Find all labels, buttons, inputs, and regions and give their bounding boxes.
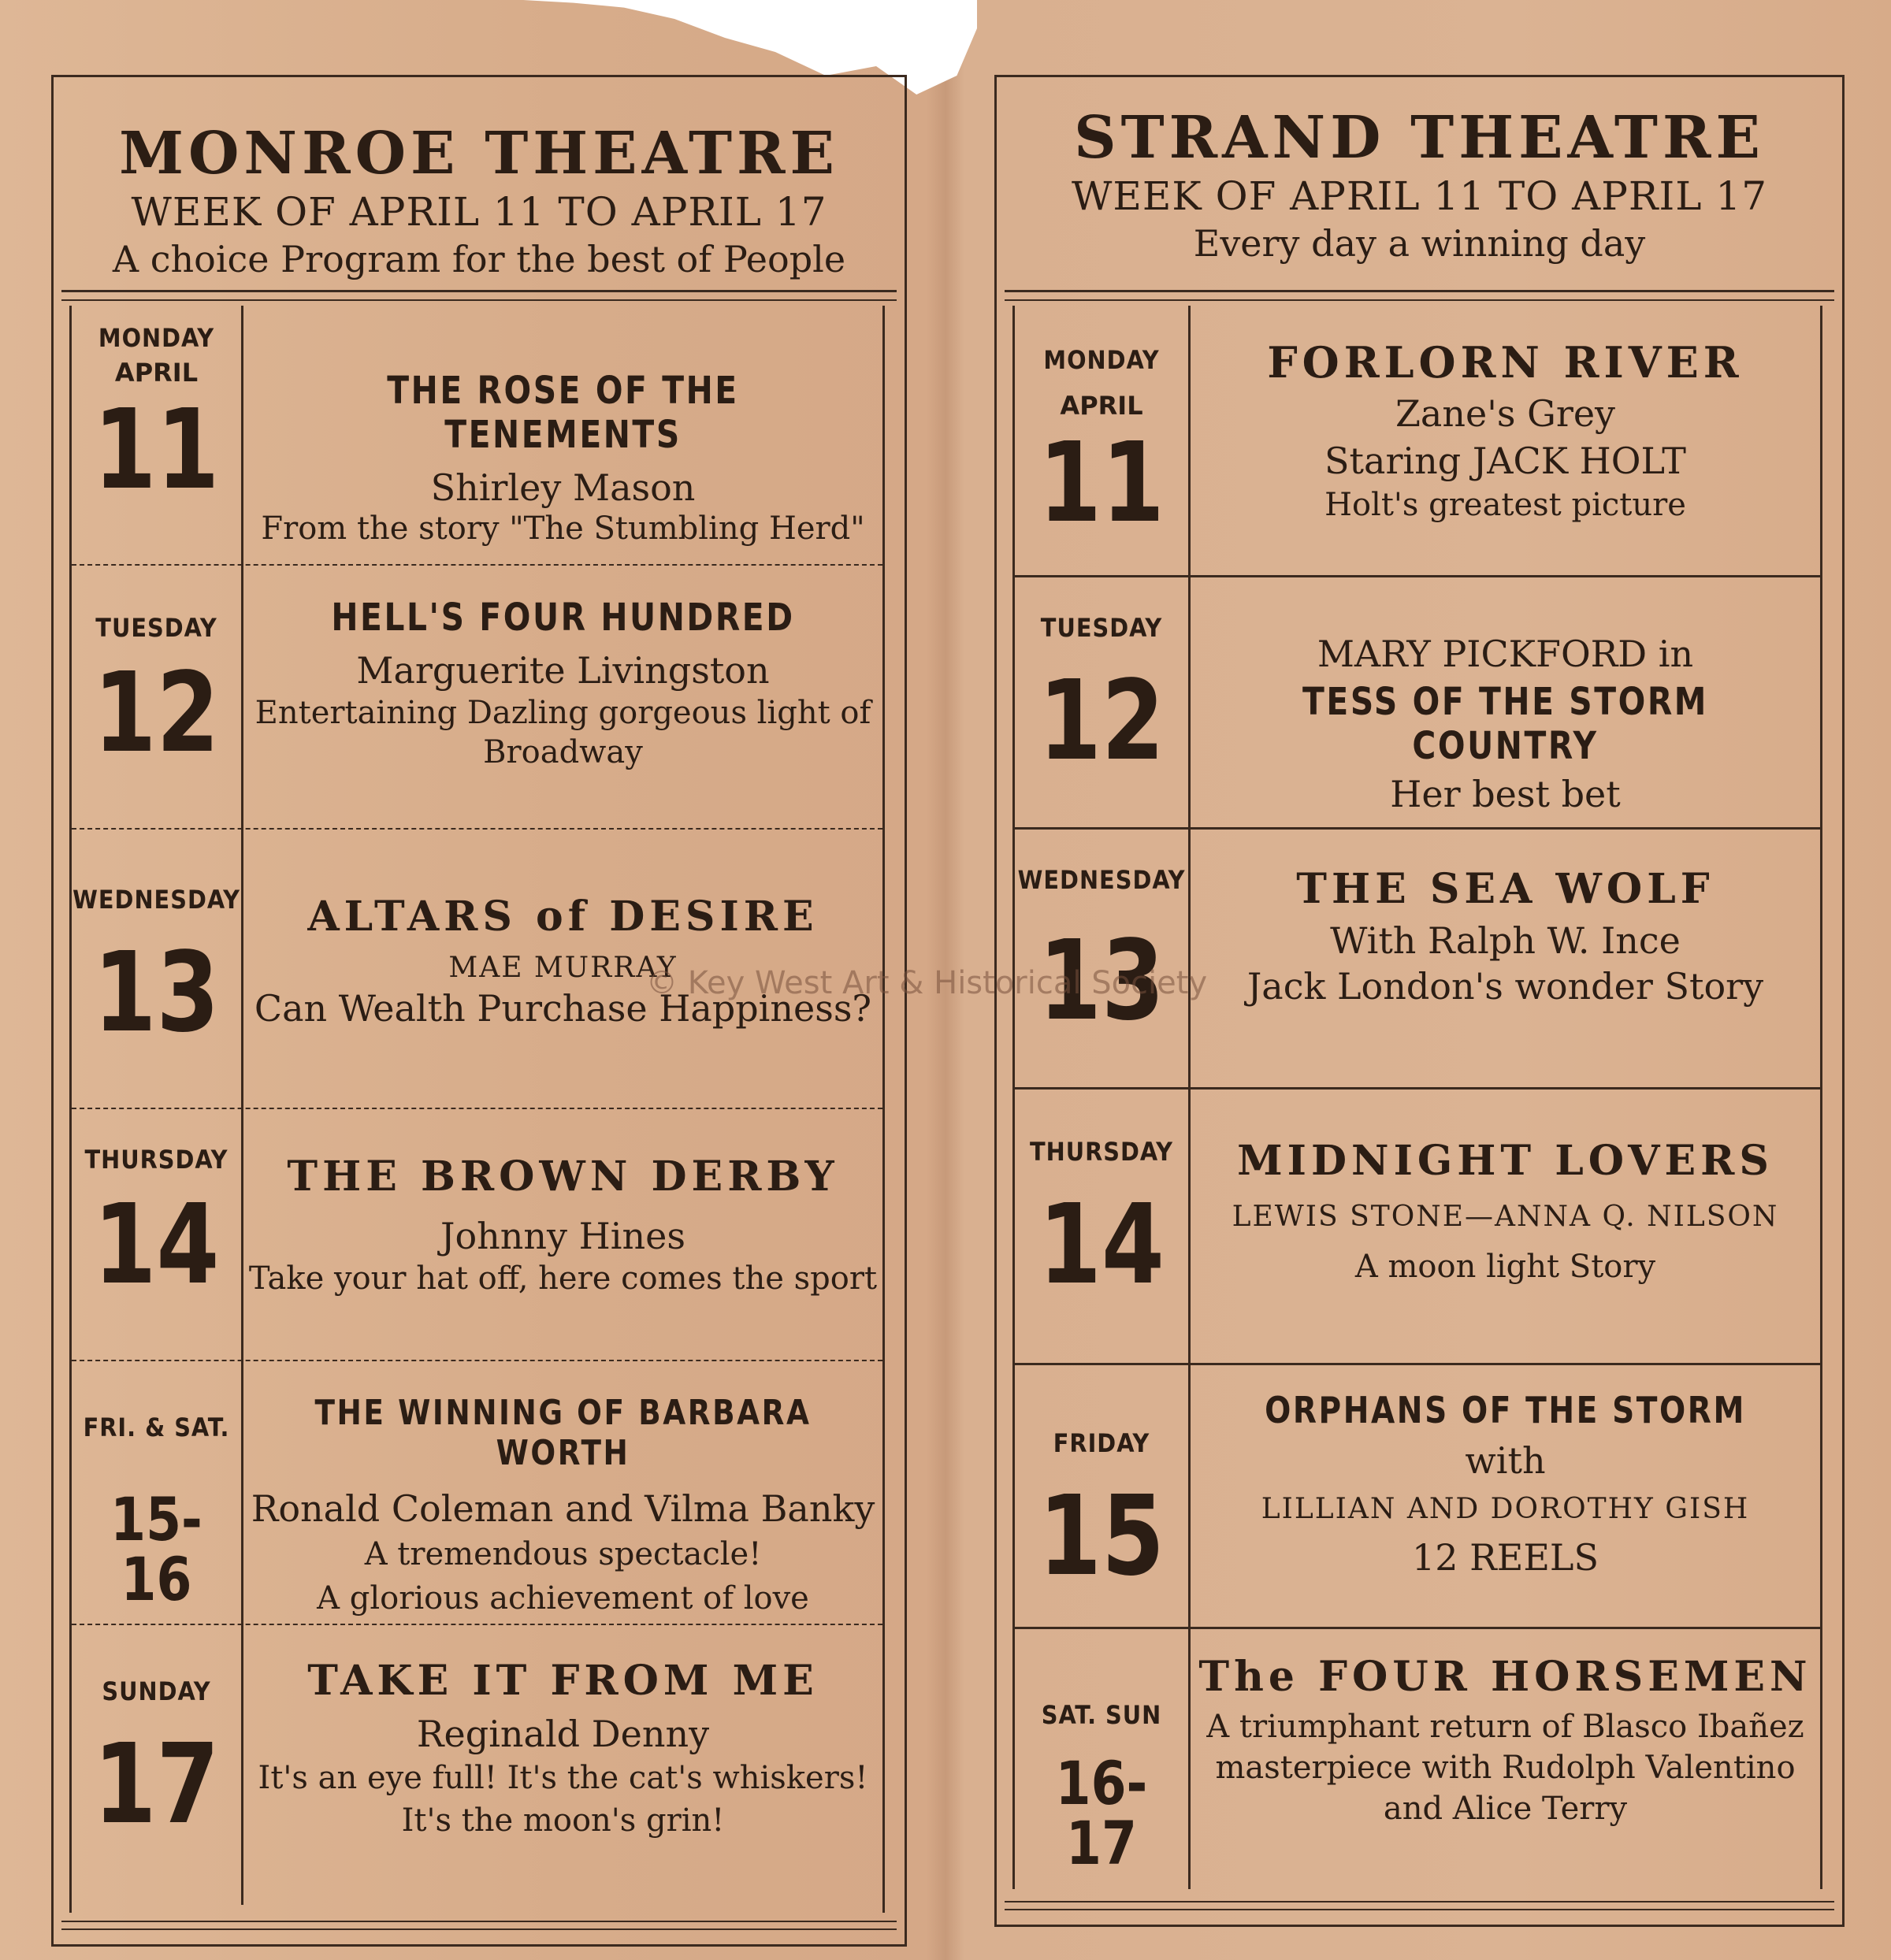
day-column xyxy=(72,1109,243,1361)
footer-rule xyxy=(61,1921,897,1922)
film-listing xyxy=(243,1109,882,1361)
film-line: Zane's Grey xyxy=(1395,392,1616,435)
copyright-watermark: © Key West Art & Historical Society xyxy=(646,965,1208,1001)
monroe-tagline: A choice Program for the best of People xyxy=(112,238,846,280)
strand-title: STRAND THEATRE xyxy=(1074,104,1765,172)
film-listing xyxy=(1191,830,1820,1090)
film-line: Jack London's wonder Story xyxy=(1246,965,1764,1008)
header-rule xyxy=(61,290,897,292)
film-line: It's an eye full! It's the cat's whiskers! xyxy=(258,1760,868,1796)
strand-schedule xyxy=(1012,306,1822,1889)
date-number: 14 xyxy=(93,1181,220,1309)
monroe-panel xyxy=(51,75,907,1947)
film-title: THE SEA WOLF xyxy=(1296,865,1715,913)
day-column xyxy=(72,306,243,566)
film-line: Holt's greatest picture xyxy=(1324,487,1686,523)
film-line: A moon light Story xyxy=(1354,1249,1656,1285)
day-column xyxy=(1015,1365,1191,1629)
film-line: Reginald Denny xyxy=(416,1713,710,1755)
day-name: MONDAY xyxy=(98,323,215,353)
film-line: From the story "The Stumbling Herd" xyxy=(261,510,865,547)
day-column xyxy=(1015,1090,1191,1365)
film-title: TAKE IT FROM ME xyxy=(307,1657,819,1705)
day-name: TUESDAY xyxy=(95,613,217,643)
film-line: With Ralph W. Ince xyxy=(1330,919,1681,962)
film-line: LILLIAN AND DOROTHY GISH xyxy=(1261,1493,1750,1525)
strand-day-monday xyxy=(1015,306,1820,577)
strand-header xyxy=(997,77,1842,265)
film-line: Broadway xyxy=(483,734,643,770)
day-column xyxy=(1015,830,1191,1090)
date-number: 12 xyxy=(93,649,220,778)
header-rule xyxy=(61,299,897,301)
film-title: THE WINNING OF BARBARA WORTH xyxy=(314,1393,812,1473)
day-name: THURSDAY xyxy=(84,1145,228,1175)
monroe-schedule xyxy=(69,306,885,1913)
day-column xyxy=(72,830,243,1109)
film-line: LEWIS STONE—ANNA Q. NILSON xyxy=(1232,1201,1779,1233)
date-number: 11 xyxy=(93,386,220,514)
film-line: and Alice Terry xyxy=(1383,1791,1628,1827)
film-title: HELL'S FOUR HUNDRED xyxy=(331,596,795,640)
day-name: WEDNESDAY xyxy=(1017,865,1186,895)
day-name: WEDNESDAY xyxy=(72,885,240,915)
day-name: MONDAY xyxy=(1043,345,1160,375)
film-line: Ronald Coleman and Vilma Banky xyxy=(251,1487,875,1530)
footer-rule xyxy=(1005,1909,1834,1910)
date-number: 15 xyxy=(1038,1472,1165,1601)
strand-day-friday xyxy=(1015,1365,1820,1629)
strand-day-sat-sun xyxy=(1015,1629,1820,1889)
date-number: 14 xyxy=(1038,1181,1165,1309)
film-line: with xyxy=(1465,1439,1546,1482)
film-line: Shirley Mason xyxy=(430,466,696,509)
film-title: MIDNIGHT LOVERS xyxy=(1237,1137,1774,1185)
monroe-header xyxy=(54,77,905,280)
film-listing xyxy=(1191,1365,1820,1629)
film-line: It's the moon's grin! xyxy=(401,1802,725,1839)
film-listing xyxy=(243,1361,882,1625)
day-column xyxy=(72,1361,243,1625)
film-listing xyxy=(243,306,882,566)
day-name: FRI. & SAT. xyxy=(83,1412,230,1442)
monroe-day-sunday xyxy=(72,1625,882,1905)
film-listing xyxy=(1191,1629,1820,1889)
film-title: ORPHANS OF THE STORM xyxy=(1265,1389,1746,1431)
film-line: masterpiece with Rudolph Valentino xyxy=(1215,1750,1796,1786)
strand-tagline: Every day a winning day xyxy=(1193,222,1646,265)
header-rule xyxy=(1005,290,1834,292)
film-listing xyxy=(243,1625,882,1905)
day-column xyxy=(72,1625,243,1905)
month: APRIL xyxy=(114,358,199,388)
month: APRIL xyxy=(1060,391,1143,421)
film-listing xyxy=(243,566,882,830)
monroe-day-thursday xyxy=(72,1109,882,1361)
film-line: Entertaining Dazling gorgeous light of xyxy=(254,695,871,731)
day-column xyxy=(1015,1629,1191,1889)
day-column xyxy=(1015,577,1191,830)
film-line: 12 REELS xyxy=(1411,1536,1599,1579)
strand-week: WEEK OF APRIL 11 TO APRIL 17 xyxy=(1071,173,1768,219)
day-name: THURSDAY xyxy=(1030,1137,1173,1167)
film-line: MARY PICKFORD in xyxy=(1317,633,1694,675)
film-line: Can Wealth Purchase Happiness? xyxy=(254,987,872,1030)
day-name: TUESDAY xyxy=(1040,613,1163,643)
film-line: A triumphant return of Blasco Ibañez xyxy=(1206,1709,1804,1745)
film-line: Marguerite Livingston xyxy=(356,649,770,692)
day-column xyxy=(1015,306,1191,577)
film-line: Staring JACK HOLT xyxy=(1324,440,1686,482)
film-title: TESS OF THE STORM COUNTRY xyxy=(1302,680,1708,768)
day-name: FRIDAY xyxy=(1053,1428,1150,1458)
monroe-title: MONROE THEATRE xyxy=(119,120,839,187)
date-number: 12 xyxy=(1038,657,1165,785)
strand-day-wednesday xyxy=(1015,830,1820,1090)
header-rule xyxy=(1005,299,1834,301)
film-line: A glorious achievement of love xyxy=(317,1580,809,1617)
day-name: SUNDAY xyxy=(102,1676,211,1706)
footer-rule xyxy=(1005,1901,1834,1902)
film-listing xyxy=(1191,1090,1820,1365)
film-title: THE BROWN DERBY xyxy=(287,1153,839,1201)
footer-rule xyxy=(61,1928,897,1930)
film-title: THE ROSE OF THE TENEMENTS xyxy=(387,369,739,457)
film-title: The FOUR HORSEMEN xyxy=(1198,1653,1812,1701)
date-number: 17 xyxy=(93,1721,220,1849)
film-line: Johnny Hines xyxy=(440,1215,685,1257)
monroe-day-fri-sat xyxy=(72,1361,882,1625)
date-number: 13 xyxy=(1038,917,1165,1045)
strand-day-thursday xyxy=(1015,1090,1820,1365)
film-title: ALTARS of DESIRE xyxy=(307,893,819,941)
monroe-day-monday xyxy=(72,306,882,566)
film-listing xyxy=(1191,577,1820,830)
film-title: FORLORN RIVER xyxy=(1267,337,1744,388)
film-line: MAE MURRAY xyxy=(448,952,678,984)
day-name: SAT. SUN xyxy=(1041,1700,1162,1730)
film-line: Take your hat off, here comes the sport xyxy=(248,1260,878,1297)
strand-day-tuesday xyxy=(1015,577,1820,830)
film-line: Her best bet xyxy=(1390,773,1621,815)
date-number: 11 xyxy=(1038,419,1165,548)
date-number: 13 xyxy=(93,929,220,1057)
day-column xyxy=(72,566,243,830)
monroe-day-tuesday xyxy=(72,566,882,830)
date-number: 15-16 xyxy=(110,1484,202,1614)
film-listing xyxy=(1191,306,1820,577)
film-line: A tremendous spectacle! xyxy=(364,1536,762,1572)
date-number: 16-17 xyxy=(1055,1748,1148,1878)
monroe-week: WEEK OF APRIL 11 TO APRIL 17 xyxy=(131,189,827,235)
